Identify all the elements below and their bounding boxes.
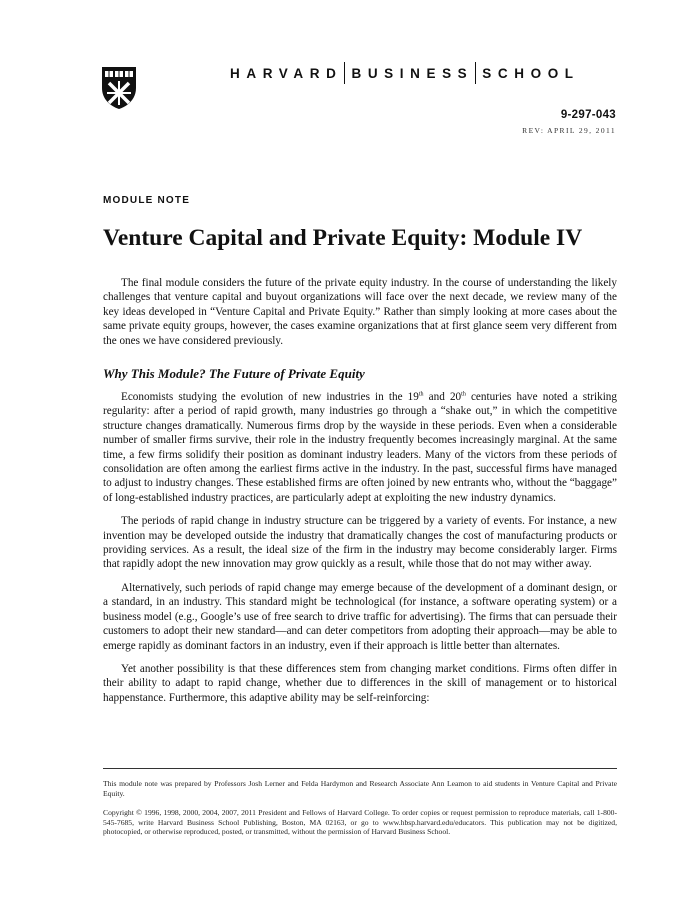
main-body: [103, 390, 617, 714]
footer-divider: [103, 768, 617, 769]
footnote-authors: This module note was prepared by Professors Josh Lerner and Felda Hardymon and Research Associate Ann Leamon to aid students in Venture Capital and Private Equity.: [103, 779, 617, 798]
document-number: 9-297-043: [560, 109, 616, 121]
body-paragraph-3: Alternatively, such periods of rapid change may emerge because of the development of a dominant design, or a standard, in an industry. This standard might be technological (for instance, a software operating system) or a business model (e.g., Google’s use of free search to drive traffic for advertising). The firms that can persuade their customers to adopt their new standard—and can deter competitors from adopting their approach—may be able to emerge rapidly as dominant factors in an industry, even if their approach is little better than alternates.: [103, 581, 617, 652]
body-paragraph-1: Economists studying the evolution of new industries in the 19th and 20th centuries have noted a striking regularity: after a period of rapid growth, many industries go through a “shake out,” in which the competitive structure changes dramatically. Numerous firms drop by the wayside in these periods. Even when a considerable number of smaller firms survive, their role in the industry frequently becomes increasingly marginal. At the same time, a few firms solidify their position as dominant industry leaders. Many of the victors from these periods of consolidation are often among the earliest firms active in the industry. In the past, successful firms have managed to adjust to industry changes. These established firms are often joined by new entrants who, without the “baggage” of long-established industry practices, are particularly adept at exploiting the new industry dynamics.: [103, 391, 617, 504]
intro-paragraph: The final module considers the future of the private equity industry. In the course of understanding the likely challenges that venture capital and buyout organizations will face over the next decade, we review many of the key ideas developed in “Venture Capital and Private Equity.” Rather than simply looking at more cases about the same private equity groups, however, the cases examine organizations that at first glance seem very different from the ones we have considered previously.: [103, 277, 617, 347]
intro-section: [103, 276, 617, 357]
school-word-school: SCHOOL: [482, 65, 580, 81]
school-name: [230, 62, 620, 84]
school-word-business: BUSINESS: [351, 65, 474, 81]
harvard-shield-icon: [101, 66, 137, 110]
body-paragraph-2: The periods of rapid change in industry structure can be triggered by a variety of events. For instance, a new invention may be developed outside the industry that dramatically changes the cost of manufacturing products or providing services. As a result, the ideal size of the firm in the industry may become considerably larger. Firms that rapidly adopt the new innovation may grow quickly as a result, while those that do not may wither away.: [103, 515, 617, 571]
module-label: MODULE NOTE: [103, 195, 191, 206]
school-word-harvard: HARVARD: [230, 65, 343, 81]
divider: [475, 62, 476, 84]
revision-date: REV: APRIL 29, 2011: [522, 126, 616, 135]
footnote-copyright: Copyright © 1996, 1998, 2000, 2004, 2007, 2011 President and Fellows of Harvard College. To order copies or request permission to reproduce materials, call 1-800-545-7685, write Harvard Business School Publishing, Boston, MA 02163, or go to www.hbsp.harvard.edu/educators. This publication may not be digitized, photocopied, or otherwise reproduced, posted, or transmitted, without the permission of Harvard Business School.: [103, 808, 617, 837]
section-heading: Why This Module? The Future of Private Equity: [103, 366, 365, 381]
page-title: Venture Capital and Private Equity: Module IV: [103, 225, 583, 251]
divider: [344, 62, 345, 84]
body-paragraph-4: Yet another possibility is that these differences stem from changing market conditions. Firms often differ in their ability to adapt to rapid change, whether due to differences in the skill of management or to historical happenstance. Furthermore, this adaptive ability may be self-reinforcing:: [103, 662, 617, 704]
